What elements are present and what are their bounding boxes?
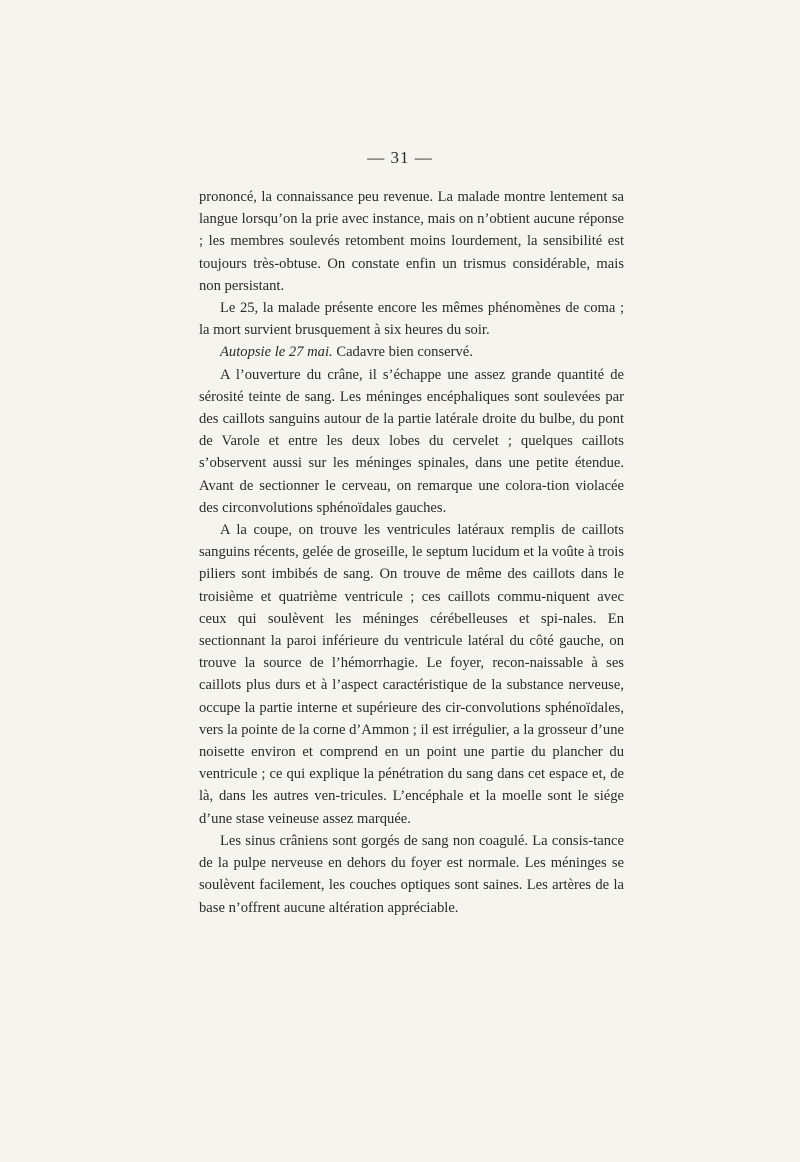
page-number: — 31 — — [367, 148, 433, 167]
paragraph-1: prononcé, la connaissance peu revenue. La malade montre lentement sa langue lorsqu’on la prie avec instance, mais on n’obtient aucune réponse ; les membres soulevés retombent moins lourdement, la sensibilité est toujours très-obtuse. On constate enfin un trismus considérable, mais non persistant. — [199, 189, 624, 294]
autopsy-text: Cadavre bien conservé. — [332, 344, 473, 361]
paragraph-5: A la coupe, on trouve les ventricules latéraux remplis de caillots sanguins récents, gelée de groseille, le septum lucidum et la voûte à trois piliers sont imbibés de sang. On trouve de même des caillots dans le troisième et quatrième ventricule ; ces caillots commu-niquent avec ceux qui soulèvent les méninges cérébelleuses et spi-nales. En sectionnant la paroi inférieure du ventricule latéral du côté gauche, on trouve la source de l’hémorrhagie. Le foyer, recon-naissable à ses caillots plus durs et à l’aspect caractéristique de la substance nerveuse, occupe la partie interne et supérieure des cir-convolutions sphénoïdales, vers la pointe de la corne d’Ammon ; il est irrégulier, a la grosseur d’une noisette environ et comprend en un point une partie du plancher du ventricule ; ce qui explique la pénétration du sang dans cet espace et, de là, dans les autres ven-tricules. L’encéphale et la moelle sont le siége d’une stase veineuse assez marquée. — [199, 522, 624, 827]
autopsy-heading: Autopsie le 27 mai. — [220, 344, 333, 361]
paragraph-4: A l’ouverture du crâne, il s’échappe une assez grande quantité de sérosité teinte de sang. Les méninges encéphaliques sont soulevées par des caillots sanguins autour de la partie latérale droite du bulbe, du pont de Varole et entre les deux lobes du cervelet ; quelques caillots s’observent aussi sur les méninges spinales, dans une petite étendue. Avant de sectionner le cerveau, on remarque une colora-tion violacée des circonvolutions sphénoïdales gauches. — [199, 366, 624, 516]
paragraph-2: Le 25, la malade présente encore les mêmes phénomènes de coma ; la mort survient brusquement à six heures du soir. — [199, 300, 624, 339]
body-text — [199, 186, 624, 919]
paragraph-3 — [199, 341, 624, 363]
paragraph-6: Les sinus crâniens sont gorgés de sang non coagulé. La consis-tance de la pulpe nerveuse en dehors du foyer est normale. Les méninges se soulèvent facilement, les couches optiques sont saines. Les artères de la base n’offrent aucune altération appréciable. — [199, 832, 624, 916]
